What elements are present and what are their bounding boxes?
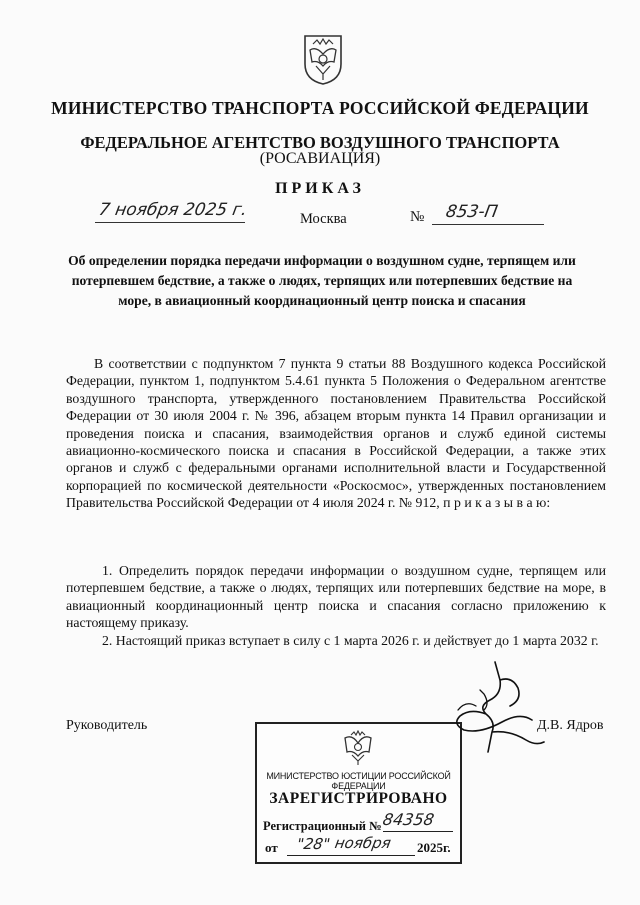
coat-of-arms-icon [302,34,344,86]
order-number: 853-П [444,202,500,222]
number-sign: № [410,209,425,225]
stamp-date-underline [287,855,415,856]
reg-number-underline [383,831,453,832]
date-underline [95,222,245,223]
signatory-name: Д.В. Ядров [537,718,604,733]
item-1-paragraph: 1. Определить порядок передачи информации о воздушном судне, терпящем или потерпевшем бедствие, а также о людях, терпящих или потерпевших бедствие на море, в авиационный координационный центр поиска и спасания согласно приложению к настоящему приказу. [66,563,606,631]
stamp-reg-label: Регистрационный № [263,819,382,833]
document-type: ПРИКАЗ [275,180,365,197]
order-subject: Об определении порядка передачи информации о воздушном судне, терпящем или потерпевшем бедствие, а также о людях, терпящих или потерпевших бедствие на море, в авиационный координационный центр поиска и спасания [68,253,576,308]
preamble-paragraph: В соответствии с подпунктом 7 пункта 9 статьи 88 Воздушного кодекса Российской Федерации, пунктом 1, подпунктом 5.4.61 пункта 5 Положения о Федеральном агентстве воздушного транспорта, утвержденного постановлением Правительства Российской Федерации от 30 июля 2004 г. № 396, абзацем вторым пункта 14 Правил организации и проведения поиска и спасания, взаимодействия органов и служб единой системы авиационно-космического поиска и спасания в Российской Федерации, а также этих органов и служб с федеральными органами исполнительной власти и Государственной корпорацией по космической деятельности «Роскосмос», утвержденных постановлением Правительства Российской Федерации от 4 июля 2024 г. № 912, п р и к а з ы в а ю: [66,356,606,511]
stamp-ministry: МИНИСТЕРСТВО ЮСТИЦИИ РОССИЙСКОЙ ФЕДЕРАЦИИ [266,771,451,791]
stamp-month: ноября [333,834,393,852]
stamp-day: "28" [295,835,332,853]
agency-title: ФЕДЕРАЛЬНОЕ АГЕНТСТВО ВОЗДУШНОГО ТРАНСПОРТА [80,133,560,152]
item-2-paragraph: 2. Настоящий приказ вступает в силу с 1 марта 2026 г. и действует до 1 марта 2032 г. [102,633,599,648]
number-underline [432,224,544,225]
handwritten-signature [440,660,550,760]
signatory-position: Руководитель [66,718,148,733]
stamp-year: 2025г. [417,840,451,855]
stamp-from-label: от [265,840,278,855]
order-city: Москва [300,211,347,227]
agency-short-name: (РОСАВИАЦИЯ) [259,150,381,167]
ministry-title: МИНИСТЕРСТВО ТРАНСПОРТА РОССИЙСКОЙ ФЕДЕРАЦИИ [51,98,589,118]
coat-of-arms-icon [341,730,375,766]
stamp-status: ЗАРЕГИСТРИРОВАНО [269,790,448,807]
order-date: 7 ноября 2025 г. [97,200,249,220]
registration-stamp [255,722,462,864]
stamp-reg-number: 84358 [381,810,436,829]
